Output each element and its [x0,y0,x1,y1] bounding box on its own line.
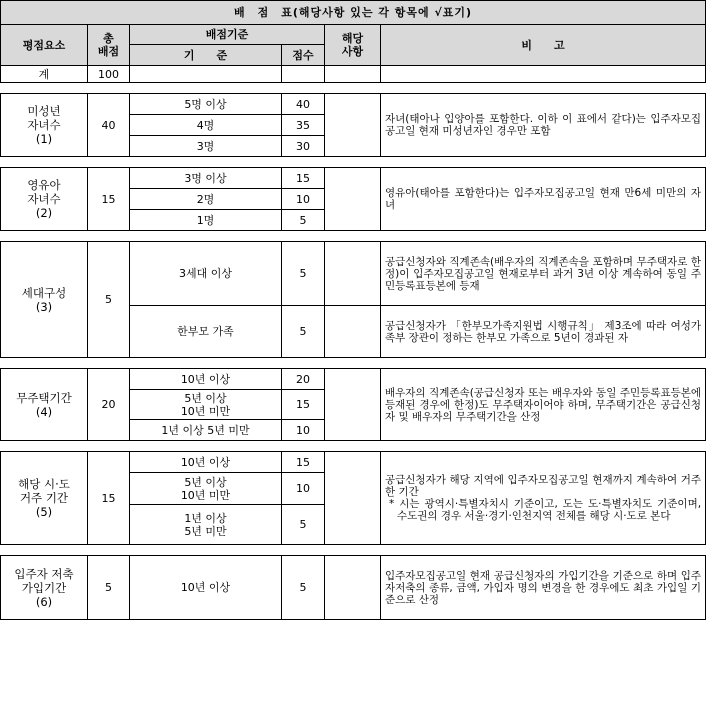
applicable-checkbox-cell[interactable] [325,452,381,545]
remarks-text: 자녀(태아나 입양아를 포함한다. 이하 이 표에서 같다)는 입주자모집공고일 현재 미성년자인 경우만 포함 [385,113,702,137]
points-cell: 5 [282,210,325,231]
points-cell: 15 [282,168,325,189]
criteria-cell: 3명 이상 [130,168,282,189]
points-cell: 30 [282,136,325,157]
criteria-cell: 5년 이상 10년 미만 [130,473,282,505]
points-cell: 5 [282,306,325,358]
criteria-cell: 한부모 가족 [130,306,282,358]
section-gap [1,358,706,369]
points-cell: 5 [282,505,325,545]
header-total-score: 총 배점 [88,25,130,66]
remarks-infant-children [381,168,706,231]
total-points-cell [282,66,325,83]
factor-residence-period: 해당 시·도 거주 기간 (5) [1,452,88,545]
remarks-text: 입주자모집공고일 현재 공급신청자의 가입기간을 기준으로 하며 입주자저축의 종류, 금액, 가입자 명의 변경을 한 경우에도 최초 가입일 기준으로 산정 [385,569,702,606]
points-cell: 10 [282,189,325,210]
header-factor: 평점요소 [1,25,88,66]
points-cell: 5 [282,242,325,306]
header-points: 점수 [282,45,325,66]
total-label: 계 [1,66,88,83]
score-homeless-period: 20 [88,369,130,441]
factor-homeless-period: 무주택기간 (4) [1,369,88,441]
score-savings-period: 5 [88,556,130,620]
criteria-cell: 2명 [130,189,282,210]
section-gap [1,231,706,242]
points-cell: 15 [282,390,325,420]
points-cell: 10 [282,473,325,505]
criteria-cell: 1명 [130,210,282,231]
criteria-cell: 10년 이상 [130,452,282,473]
score-infant-children: 15 [88,168,130,231]
applicable-checkbox-cell[interactable] [325,168,381,231]
remarks-single-parent: 공급신청자가 「한부모가족지원법 시행규칙」 제3조에 따라 여성가족부 장관이 정하는 한부모 가족으로 5년이 경과된 자 [381,306,706,358]
remarks-homeless-period [381,369,706,441]
remarks-three-generation: 공급신청자와 직계존속(배우자의 직계존속을 포함하며 무주택자로 한정)이 입주자모집공고일 현재로부터 과거 3년 이상 계속하여 동일 주민등록표등본에 등재 [381,242,706,306]
score-household: 5 [88,242,130,358]
header-remarks: 비 고 [381,25,706,66]
points-cell: 10 [282,420,325,441]
header-applicable: 해당 사항 [325,25,381,66]
criteria-cell: 1년 이상 5년 미만 [130,505,282,545]
criteria-cell: 10년 이상 [130,369,282,390]
remarks-text: 배우자의 직계존속(공급신청자 또는 배우자와 동일 주민등록표등본에 등재된 경우에 한정)도 무주택자이어야 하며, 무주택기간은 공급신청자 및 배우자의 무주택기간을 산정 [385,386,702,423]
total-criteria-cell [130,66,282,83]
applicable-checkbox-cell[interactable] [325,306,381,358]
remarks-text: 공급신청자가 해당 지역에 입주자모집공고일 현재까지 계속하여 거주한 기간 [385,474,702,498]
header-criteria: 기 준 [130,45,282,66]
score-minor-children: 40 [88,94,130,157]
applicable-checkbox-cell[interactable] [325,369,381,441]
score-residence-period: 15 [88,452,130,545]
section-gap [1,545,706,556]
remarks-minor-children [381,94,706,157]
applicable-checkbox-cell[interactable] [325,556,381,620]
criteria-cell: 1년 이상 5년 미만 [130,420,282,441]
table-title: 배 점 표(해당사항 있는 각 항목에 √표기) [1,1,706,25]
applicable-checkbox-cell[interactable] [325,94,381,157]
total-applicable-cell [325,66,381,83]
total-remarks-cell [381,66,706,83]
section-gap [1,83,706,94]
remarks-savings-period [381,556,706,620]
applicable-checkbox-cell[interactable] [325,242,381,306]
criteria-cell: 3세대 이상 [130,242,282,306]
section-gap [1,441,706,452]
section-gap [1,157,706,168]
factor-infant-children: 영유아 자녀수 (2) [1,168,88,231]
points-cell: 40 [282,94,325,115]
criteria-cell: 5년 이상 10년 미만 [130,390,282,420]
header-criteria-group: 배점기준 [130,25,325,45]
factor-household: 세대구성 (3) [1,242,88,358]
points-cell: 35 [282,115,325,136]
points-cell: 15 [282,452,325,473]
criteria-cell: 4명 [130,115,282,136]
factor-minor-children: 미성년 자녀수 (1) [1,94,88,157]
points-cell: 20 [282,369,325,390]
remarks-text: 영유아(태아를 포함한다)는 입주자모집공고일 현재 만6세 미만의 자녀 [385,187,702,211]
criteria-cell: 5명 이상 [130,94,282,115]
factor-savings-period: 입주자 저축 가입기간 (6) [1,556,88,620]
criteria-cell: 3명 [130,136,282,157]
points-cell: 5 [282,556,325,620]
remarks-residence-period [381,452,706,545]
total-score: 100 [88,66,130,83]
remarks-footnote: * 시는 광역시·특별자치시 기준이고, 도는 도·특별자치도 기준이며, 수도권의 경우 서울·경기·인천지역 전체를 해당 시·도로 본다 [389,498,702,522]
criteria-cell: 10년 이상 [130,556,282,620]
